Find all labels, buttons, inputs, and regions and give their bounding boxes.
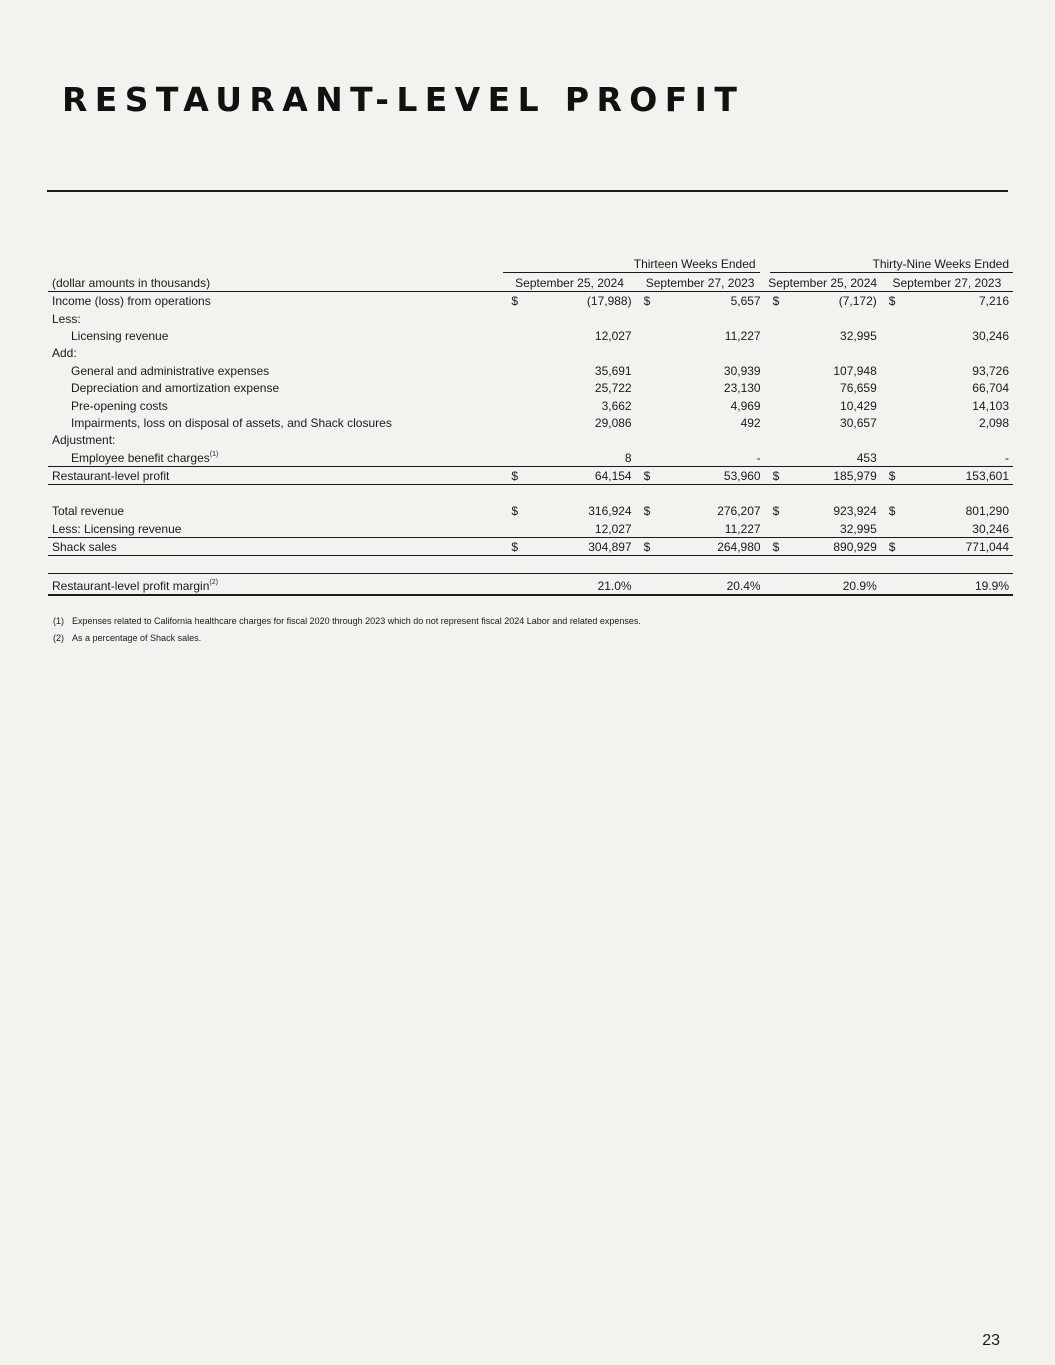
value-cell: 32,995 — [840, 328, 877, 343]
value-cell: 23,130 — [723, 381, 761, 396]
value-cell: 492 — [740, 415, 761, 430]
value-cell: 20.4% — [659, 574, 765, 596]
page-number: 23 — [982, 1332, 1000, 1349]
value-cell: 30,939 — [723, 363, 761, 378]
value-cell: 66,704 — [972, 381, 1009, 396]
value-cell: 316,924 — [588, 504, 632, 519]
table-row — [48, 361, 1013, 378]
footnote-text: Expenses related to California healthcare charges for fiscal 2020 through 2023 which do not represent fiscal 2024 Labor and related expenses. — [72, 616, 641, 626]
table-row — [48, 379, 1013, 396]
row-label: Total revenue — [52, 504, 125, 519]
value-cell: 53,960 — [659, 466, 765, 484]
row-label: Income (loss) from operations — [52, 294, 211, 309]
value-cell: 7,216 — [978, 294, 1009, 309]
value-cell: 12,027 — [594, 328, 632, 343]
currency-symbol: $ — [881, 537, 904, 555]
table-row — [48, 396, 1013, 413]
footnote-mark: (1) — [53, 616, 64, 626]
section-label-add: Add: — [52, 346, 77, 361]
group-header-thirteen-weeks: Thirteen Weeks Ended — [633, 257, 756, 272]
value-cell: - — [904, 448, 1013, 466]
currency-symbol: $ — [511, 294, 519, 309]
table-row — [48, 519, 1013, 537]
row-label: Shack sales — [48, 537, 503, 555]
value-cell: 8 — [527, 448, 636, 466]
row-label: Impairments, loss on disposal of assets, and Shack closures — [71, 415, 392, 430]
value-cell: 5,657 — [730, 294, 761, 309]
footnote-2 — [53, 633, 641, 643]
column-date-3: September 25, 2024 — [765, 273, 881, 291]
table-row — [48, 327, 1013, 344]
value-cell: 453 — [788, 448, 880, 466]
currency-symbol: $ — [888, 294, 896, 309]
group-header-row — [48, 255, 1013, 273]
currency-symbol: $ — [881, 466, 904, 484]
row-label: Restaurant-level profit margin$^{(2)}$ — [48, 574, 503, 596]
value-cell: 4,969 — [730, 398, 761, 413]
table-row — [48, 414, 1013, 431]
value-cell: 20.9% — [788, 574, 880, 596]
value-cell: 185,979 — [788, 466, 880, 484]
column-date-1: September 25, 2024 — [503, 273, 635, 291]
value-cell: - — [659, 448, 765, 466]
value-cell: (7,172) — [838, 294, 877, 309]
currency-symbol: $ — [765, 466, 789, 484]
units-label: (dollar amounts in thousands) — [48, 273, 503, 291]
value-cell: 801,290 — [965, 504, 1009, 519]
value-cell: 93,726 — [972, 363, 1009, 378]
value-cell: 14,103 — [972, 398, 1009, 413]
footnote-text: As a percentage of Shack sales. — [72, 633, 202, 643]
value-cell: 11,227 — [659, 519, 765, 537]
column-header-row — [48, 273, 1013, 291]
currency-symbol: $ — [511, 504, 519, 519]
value-cell: 107,948 — [833, 363, 877, 378]
value-cell: 11,227 — [724, 328, 761, 343]
value-cell: 76,659 — [840, 381, 877, 396]
value-cell: 276,207 — [717, 504, 761, 519]
footnote-mark: (2) — [53, 633, 64, 643]
table-row-margin — [48, 574, 1013, 596]
value-cell: 771,044 — [904, 537, 1013, 555]
table-row-total — [48, 466, 1013, 484]
currency-symbol: $ — [772, 504, 780, 519]
currency-symbol: $ — [636, 537, 659, 555]
footnote-ref-1: (1) — [209, 450, 219, 458]
restaurant-level-profit-table — [48, 255, 1013, 596]
value-cell: 12,027 — [527, 519, 636, 537]
page-title: RESTAURANT-LEVEL PROFIT — [62, 80, 745, 119]
footnote-ref-2: (2) — [209, 579, 218, 587]
group-header-thirty-nine-weeks: Thirty-Nine Weeks Ended — [872, 257, 1009, 272]
value-cell: 304,897 — [527, 537, 636, 555]
row-label: Employee benefit charges$^{(1)}$ — [48, 448, 503, 466]
table-row — [48, 502, 1013, 519]
value-cell: 3,662 — [601, 398, 632, 413]
value-cell: 30,246 — [904, 519, 1013, 537]
currency-symbol: $ — [503, 466, 526, 484]
currency-symbol: $ — [636, 466, 659, 484]
table-row — [48, 291, 1013, 309]
value-cell: 153,601 — [904, 466, 1013, 484]
value-cell: 25,722 — [594, 381, 632, 396]
row-label: General and administrative expenses — [71, 363, 270, 378]
value-cell: 10,429 — [840, 398, 877, 413]
value-cell: 890,929 — [788, 537, 880, 555]
footnote-1 — [53, 616, 641, 626]
table-row — [48, 344, 1013, 361]
value-cell: 35,691 — [594, 363, 632, 378]
value-cell: 64,154 — [527, 466, 636, 484]
value-cell: 30,657 — [840, 415, 877, 430]
table-row — [48, 309, 1013, 326]
value-cell: 923,924 — [833, 504, 877, 519]
footnotes — [53, 616, 641, 650]
row-label: Depreciation and amortization expense — [71, 381, 280, 396]
value-cell: 30,246 — [972, 328, 1009, 343]
title-divider — [47, 190, 1008, 192]
row-label: Licensing revenue — [71, 328, 169, 343]
row-label: Less: Licensing revenue — [48, 519, 503, 537]
value-cell: 2,098 — [978, 415, 1009, 430]
currency-symbol: $ — [765, 537, 789, 555]
value-cell: 21.0% — [527, 574, 636, 596]
value-cell: 264,980 — [659, 537, 765, 555]
value-cell: 29,086 — [594, 415, 632, 430]
table-row — [48, 448, 1013, 466]
row-label: Restaurant-level profit — [48, 466, 503, 484]
currency-symbol: $ — [888, 504, 896, 519]
table-row-total — [48, 537, 1013, 555]
currency-symbol: $ — [643, 504, 651, 519]
column-date-2: September 27, 2023 — [636, 273, 765, 291]
currency-symbol: $ — [772, 294, 780, 309]
table-row — [48, 431, 1013, 448]
currency-symbol: $ — [643, 294, 651, 309]
value-cell: 32,995 — [788, 519, 880, 537]
section-label-adjustment: Adjustment: — [52, 433, 116, 448]
currency-symbol: $ — [503, 537, 526, 555]
column-date-4: September 27, 2023 — [881, 273, 1013, 291]
row-label: Pre-opening costs — [71, 398, 168, 413]
section-label-less: Less: — [52, 311, 81, 326]
value-cell: (17,988) — [586, 294, 632, 309]
value-cell: 19.9% — [904, 574, 1013, 596]
